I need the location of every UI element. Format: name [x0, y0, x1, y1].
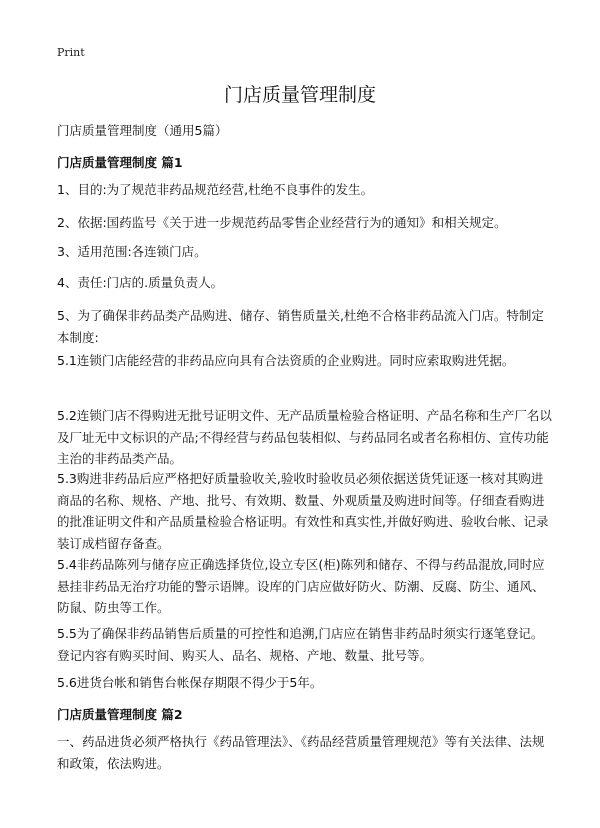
- paragraph: 1、目的:为了规范非药品规范经营,杜绝不良事件的发生。: [57, 182, 374, 197]
- section-heading-1: 门店质量管理制度 篇1: [57, 155, 183, 170]
- paragraph: 3、适用范围:各连锁门店。: [57, 244, 207, 259]
- paragraph: 5.2连锁门店不得购进无批号证明文件、无产品质量检验合格证明、产品名称和生产厂名以及厂址无中文标识的产品;不得经营与药品包装相似、与药品同名或者名称相仿、宣传功能主治的非药品类产品。: [57, 408, 552, 466]
- paragraph: 5.3购进非药品后应严格把好质量验收关,验收时验收员必须依据送货凭证逐一核对其购进商品的名称、规格、产地、批号、有效期、数量、外观质量及购进时间等。仔细查看购进的批准证明文件和产品质量检验合格证明。有效性和真实性,并做好购进、验收台帐、记录装订成档留存备查。: [57, 471, 549, 551]
- section-heading-2: 门店质量管理制度 篇2: [57, 707, 183, 722]
- paragraph: 5.5为了确保非药品销售后质量的可控性和追溯,门店应在销售非药品时须实行逐笔登记。登记内容有购买时间、购买人、品名、规格、产地、数量、批号等。: [57, 626, 544, 663]
- paragraph: 5.6进货台帐和销售台帐保存期限不得少于5年。: [57, 675, 323, 690]
- document-subtitle: 门店质量管理制度（通用5篇）: [57, 123, 228, 138]
- paragraph: 5.4非药品陈列与储存应正确选择货位,设立专区(柜)陈列和储存、不得与药品混放,同时应悬挂非药品无治疗功能的警示语牌。设库的门店应做好防火、防潮、反腐、防尘、通风、防鼠、防虫等工作。: [57, 557, 545, 615]
- paragraph: 5、为了确保非药品类产品购进、储存、销售质量关,杜绝不合格非药品流入门店。特制定本制度:: [57, 308, 544, 345]
- print-label: Print: [57, 46, 85, 59]
- paragraph: 4、责任:门店的.质量负责人。: [57, 275, 224, 290]
- paragraph: 一、药品进货必须严格执行《药品管理法》、《药品经营质量管理规范》等有关法律、法规和政策，依法购进。: [57, 734, 545, 771]
- paragraph: 2、依据:国药监号《关于进一步规范药品零售企业经营行为的通知》和相关规定。: [57, 215, 507, 230]
- page-title: 门店质量管理制度: [223, 84, 376, 106]
- paragraph: 5.1连锁门店能经营的非药品应向具有合法资质的企业购进。同时应索取购进凭据。: [57, 353, 515, 368]
